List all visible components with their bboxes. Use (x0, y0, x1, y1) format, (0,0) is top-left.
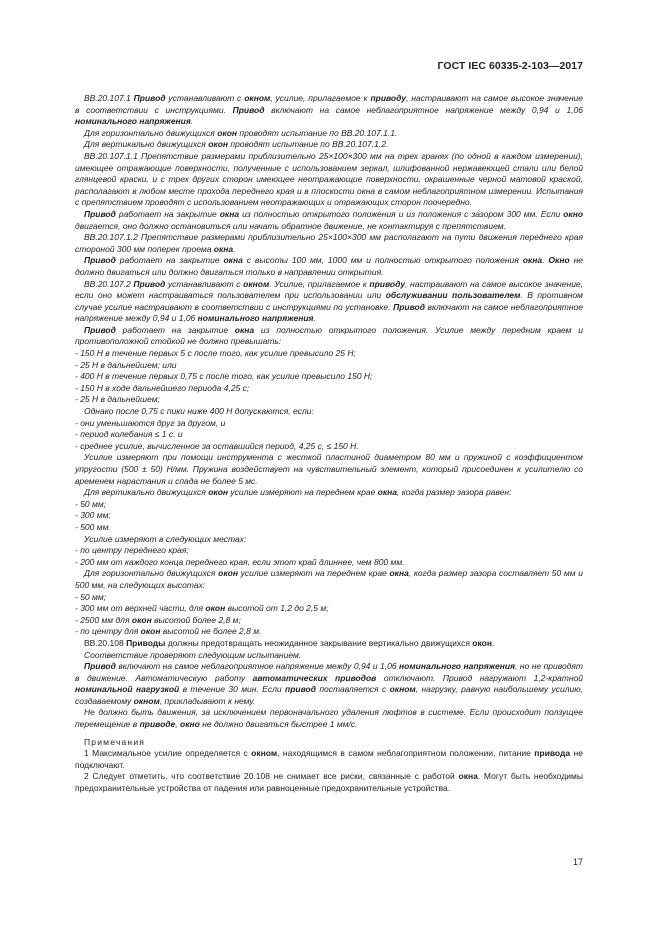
text-run: из полностью открытого положения. Усилие между передним краем и противоположной стойкой не должно превышать: (75, 324, 583, 347)
text-run: устанавливают с (165, 93, 245, 103)
text-run: высотой от 1,2 до 2,5 м; (225, 603, 329, 614)
text-run: ВВ.20.107.2 (84, 278, 134, 289)
text-run: , усилие, прилагаемое к (270, 93, 371, 103)
text-run: - они уменьшаются друг за другом, и (75, 417, 226, 428)
bold-term: номинальной нагрузкой (75, 684, 180, 695)
text-run: - 150 Н в ходе дальнейшего периода 4,25 с; (75, 382, 250, 393)
notes-title: Примечания (84, 736, 146, 747)
paragraph (75, 568, 583, 591)
text-run: 2 Следует отметить, что соответствие 20.108 не снимает все риски, связанные с работой (84, 771, 459, 782)
text-run: - 25 Н в дальнейшем; (75, 394, 160, 405)
text-run: , но не приводят в движение. Автоматическую работу (75, 661, 584, 683)
text-run: устанавливают с (165, 278, 244, 289)
text-run: - 25 Н в дальнейшем; или (75, 359, 177, 370)
note-item (75, 748, 583, 771)
text-run: не подключают. (75, 748, 583, 770)
bold-term: Привод (393, 301, 425, 312)
bold-term: Привод (84, 208, 116, 219)
text-run: поставляется с (315, 684, 390, 695)
paragraph (75, 93, 583, 128)
bold-term: окон (208, 487, 229, 498)
bold-term: окна (219, 208, 240, 219)
text-run: - 500 мм. (75, 521, 111, 532)
text-run: ВВ.20.107.1.1 Препятствие размерами приблизительно 25×100×300 мм на трех гранях (по одной в каждом измерении), имеющее отражающие поверхности, полученные с использованием зеркал, шлифованной нержавеющей стали или белой глянцевой краски, и с трех других сторон имеющее неотражающие поверхности, окрашенные черной матовой краской, располагают в любом месте прохода переднего края и в плоскости окна в самом неблагоприятном измерении. Испытания с препятствием проводят с использованием неотражающих и отражающих сторон поочередно. (75, 150, 583, 208)
text-run: . (233, 243, 236, 254)
text-run: , когда размер зазора равен: (397, 487, 512, 498)
bold-term: Привод (84, 661, 116, 672)
text-run: . (190, 116, 194, 127)
bold-term: окном (243, 278, 270, 289)
document-body (75, 93, 583, 795)
text-run: , (175, 719, 180, 730)
text-run: включают на самое неблагоприятное напряжение между 0,94 и 1,06 (264, 104, 583, 115)
text-run: высотой более 2,8 м; (151, 614, 241, 625)
text-run: . (313, 313, 316, 324)
bold-term: привод (285, 684, 316, 695)
bold-term: окно (180, 719, 200, 730)
document-header: ГОСТ IEC 60335-2-103—2017 (437, 61, 583, 72)
text-run: усилие измеряют на переднем крае (237, 568, 390, 579)
list-item (75, 626, 583, 638)
bold-term: окна (389, 568, 409, 579)
list-item (75, 429, 583, 441)
list-item (75, 418, 583, 430)
list-item (75, 383, 583, 395)
note-item (75, 771, 583, 794)
bold-term: номинального напряжения (197, 313, 314, 324)
bold-term: окна (522, 255, 543, 266)
text-run: . Усилие, прилагаемое к (269, 278, 370, 289)
notes-section (75, 737, 583, 795)
paragraph (75, 406, 583, 418)
bold-term: Привод (133, 93, 166, 103)
text-run: - 50 мм; (75, 591, 107, 602)
text-run: - по центру переднего края; (75, 545, 189, 556)
text-run: работает на закрытие (115, 208, 220, 219)
paragraph (75, 638, 583, 650)
bold-term: окна (213, 243, 234, 254)
paragraph (75, 487, 583, 499)
list-item (75, 394, 583, 406)
list-item (75, 499, 583, 511)
list-item (75, 557, 583, 569)
text-run: - среднее усилие, вычисленное за оставшийся период, 4,25 с, ≤ 150 Н. (75, 440, 359, 451)
text-run: - период колебания ≤ 1 с. и (75, 429, 183, 440)
text-run: . (542, 255, 549, 266)
text-run: - 300 мм от верхней части, для (75, 603, 206, 614)
text-run: проводят испытание по ВВ.20.107.1.2. (228, 139, 389, 150)
text-run: работает на закрытие (115, 324, 235, 335)
bold-term: окном (251, 748, 278, 759)
text-run: из полностью открытого положения и из положения с зазором 300 мм. Если (239, 208, 564, 219)
bold-term: окон (217, 127, 238, 138)
paragraph (75, 139, 583, 151)
list-item (75, 441, 583, 453)
paragraph (75, 452, 583, 487)
text-run: , настраивают на самое высокое значение в соответствии с инструкциями. (75, 93, 583, 115)
text-run: - 150 Н в течение первых 5 с после того, как усилие превысило 25 Н; (75, 348, 356, 359)
list-item (75, 348, 583, 360)
list-item (75, 603, 583, 615)
text-run: ВВ.20.107.1.2 Препятствие размерами приблизительно 25×100×300 мм располагают на пути движения переднего края стороной 300 мм поперек проема (75, 232, 583, 254)
paragraph (75, 650, 583, 662)
bold-term: обслуживании пользователем (385, 290, 521, 301)
page-number: 17 (572, 857, 583, 867)
bold-term: Привод (84, 324, 116, 335)
text-run: высотой не более 2,8 м. (160, 626, 262, 637)
paragraph (75, 209, 583, 232)
paragraph (75, 255, 583, 278)
list-item (75, 510, 583, 522)
text-run: - 200 мм от каждого конца переднего края, если этот край длиннее, чем 800 мм. (75, 556, 405, 567)
text-run: - 300 мм; (75, 510, 111, 521)
text-run: не должно двигаться или должно двигаться только в направлении открытия. (75, 255, 583, 277)
text-run: в течение 30 мин. Если (179, 684, 285, 695)
text-run: , находящимся в самом неблагоприятном положении, питание (277, 748, 535, 759)
list-item (75, 371, 583, 383)
bold-term: номинального напряжения (75, 116, 191, 127)
bold-term: окном (389, 684, 416, 695)
bold-term: окно (563, 208, 584, 219)
text-run: Соответствие проверяют следующим испытанием. (84, 649, 302, 660)
text-run: - по центру для (75, 626, 141, 637)
bold-term: Окно (548, 255, 570, 266)
text-run: должны предотвращать неожиданное закрывание вертикально движущихся (165, 637, 473, 648)
list-item (75, 592, 583, 604)
bold-term: Привод (84, 255, 116, 266)
text-run: ВВ.20.107.1 (84, 93, 134, 103)
text-run: Для горизонтально движущихся (84, 127, 218, 138)
bold-term: окон (140, 626, 161, 637)
text-run: . (491, 637, 495, 648)
list-item (75, 522, 583, 534)
list-item (75, 360, 583, 372)
bold-term: окна (234, 324, 255, 335)
text-run: , когда размер зазора составляет 50 мм и 500 мм, на следующих высотах: (75, 568, 583, 590)
bold-term: номинального напряжения (399, 661, 516, 672)
text-run: Для вертикально движущихся (84, 139, 209, 150)
paragraph (75, 661, 583, 707)
bold-term: окна (458, 771, 478, 782)
paragraph (75, 128, 583, 140)
text-run: с высоты 100 мм, 1000 мм и полностью открытого положения (242, 255, 523, 266)
notes-list (75, 748, 583, 794)
list-item (75, 615, 583, 627)
bold-term: приводу (369, 278, 406, 289)
paragraph (75, 325, 583, 348)
text-run: , прикладывают к нему. (159, 695, 256, 706)
bold-term: окон (205, 603, 226, 614)
text-run: . Могут быть необходимы предохранительные устройства от падения или равноценные предохранительные устройства. (75, 771, 583, 794)
paragraph (75, 707, 583, 730)
bold-term: окна (223, 255, 243, 266)
text-run: проводят испытание по ВВ.20.107.1.1. (237, 127, 398, 138)
bold-term: приводу (370, 93, 407, 103)
text-run: отключают. Привод нагружают 1,2-кратной (376, 672, 583, 683)
text-run: - 2500 мм для (75, 614, 132, 625)
bold-term: окна (377, 487, 398, 498)
text-run: . В противном случае усилие настраивают в соответствии с инструкциями по установке. (75, 290, 583, 312)
bold-term: приводе (139, 719, 176, 730)
bold-term: окон (472, 637, 492, 648)
bold-term: окном (244, 93, 271, 103)
bold-term: Приводы (126, 637, 166, 648)
bold-term: автоматических приводов (252, 672, 377, 683)
text-run: не должно двигаться быстрее 1 мм/с. (199, 719, 358, 730)
bold-term: окон (131, 614, 152, 625)
text-run: 1 Максимальное усилие определяется с (84, 748, 252, 759)
clause-paragraphs (75, 93, 583, 731)
text-run: включают на самое неблагоприятное напряжение между 0,94 и 1,06 (75, 301, 583, 324)
bold-term: Привод (232, 104, 265, 115)
text-run: Не должно быть движения, за исключением первоначального удаления люфтов в системе. Если происходит ползущее перемещение в (75, 707, 583, 730)
bold-term: окном (133, 695, 160, 706)
text-run: включают на самое неблагоприятное напряжение между 0,94 и 1,06 (115, 661, 400, 672)
bold-term: окон (218, 568, 238, 579)
text-run: ВВ.20.108 (84, 637, 127, 648)
text-run: усилие измеряют на переднем крае (228, 487, 378, 498)
list-item (75, 545, 583, 557)
bold-term: привода (534, 748, 571, 759)
text-run: работает на закрытие (115, 255, 224, 266)
paragraph (75, 151, 583, 209)
text-run: Усилие измеряют в следующих местах: (84, 533, 247, 544)
paragraph (75, 534, 583, 546)
text-run: - 50 мм; (75, 498, 107, 509)
bold-term: Привод (133, 278, 166, 289)
bold-term: окон (208, 139, 229, 150)
text-run: , нагрузку, равную наибольшему усилию, создаваемому (75, 684, 583, 706)
text-run: - 400 Н в течение первых 0,75 с после того, как усилие превысило 150 Н; (75, 371, 373, 382)
text-run: двигается, оно должно остановиться или начать обратное движение, не контактируя с препятствием. (75, 220, 506, 231)
text-run: , настраивают на самое высокое значение, если оно может настраиваться пользователем при использовании или (75, 278, 584, 301)
text-run: Усилие измеряют при помощи инструмента с жесткой пластиной диаметром 80 мм и пружиной с коэффициентом упругости (500 ± 50) Н/мм. Пружина воздействует на чувствительный элемент, который присоединен к усилителю со временем нарастания и спада не более 5 мс. (75, 452, 583, 486)
text-run: Однако после 0,75 с пики ниже 400 Н допускаются, если: (84, 406, 314, 417)
text-run: Для горизонтально движущихся (84, 568, 219, 579)
paragraph (75, 232, 583, 255)
text-run: Для вертикально движущихся (84, 487, 209, 498)
paragraph (75, 279, 583, 325)
